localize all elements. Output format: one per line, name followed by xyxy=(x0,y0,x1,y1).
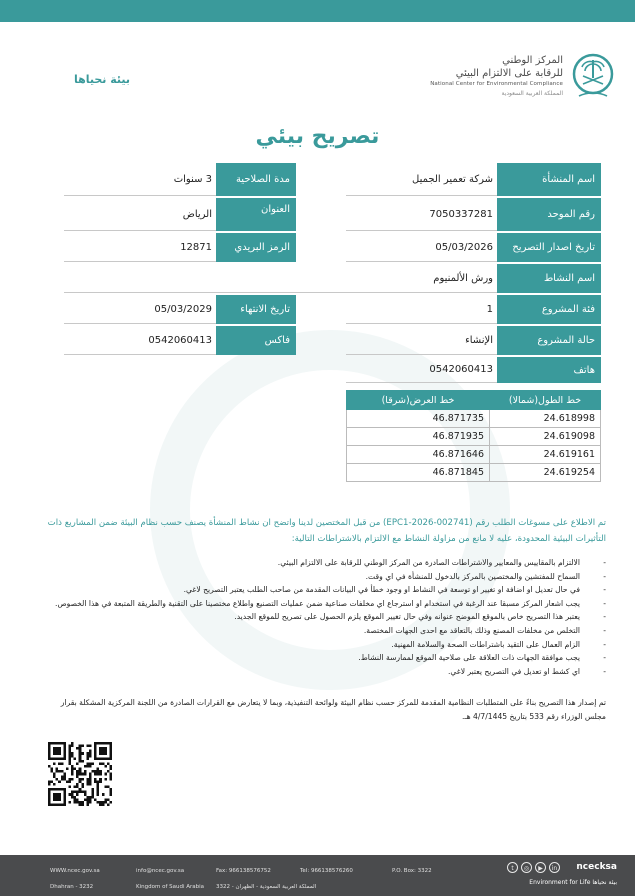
phone-value: 0542060413 xyxy=(346,357,497,383)
youtube-icon[interactable]: ▶ xyxy=(535,862,546,873)
top-color-bar xyxy=(0,0,635,22)
project-status-value: الإنشاء xyxy=(346,326,497,355)
project-category-value: 1 xyxy=(346,295,497,324)
expiry-value: 05/03/2029 xyxy=(64,295,216,324)
longitude-cell: 46.871935 xyxy=(347,428,490,446)
coordinates-table xyxy=(346,390,601,482)
latitude-cell: 24.619161 xyxy=(490,446,601,464)
validity-value: 3 سنوات xyxy=(64,163,216,196)
longitude-cell: 46.871646 xyxy=(347,446,490,464)
facility-name-value: شركة تعمير الجميل xyxy=(346,163,497,196)
validity-label: مدة الصلاحية xyxy=(216,163,296,196)
palm-swords-emblem-icon xyxy=(571,52,615,102)
footer-pobox: P.O. Box: 3322 xyxy=(392,868,432,874)
conditions-list xyxy=(40,556,606,678)
issue-date-value: 05/03/2026 xyxy=(346,233,497,262)
footer-website[interactable]: WWW.ncec.gov.sa xyxy=(50,868,100,874)
footer-tagline: Environment for Life بيئة نحياها xyxy=(529,879,617,886)
phone-label: هاتف xyxy=(497,357,601,383)
table-row xyxy=(347,464,601,482)
address-value: الرياض xyxy=(64,198,216,231)
fax-value: 0542060413 xyxy=(64,326,216,355)
coordinates-header-row xyxy=(347,391,601,410)
ncec-logo xyxy=(385,52,615,110)
address-label: العنوان xyxy=(216,198,296,231)
instagram-icon[interactable]: ◎ xyxy=(521,862,532,873)
expiry-label: تاريخ الانتهاء xyxy=(216,295,296,324)
table-row xyxy=(347,446,601,464)
postal-code-value: 12871 xyxy=(64,233,216,262)
list-item: - الزام العمال على التقيد باشتراطات الصحة والسلامة المهنية. xyxy=(40,638,606,652)
latitude-cell: 24.619098 xyxy=(490,428,601,446)
list-item: - في حال تعديل او اضافة او تغيير او توسعة في النشاط او وجود خطأ في البيانات المقدمة من صاحب الطلب يعتبر التصريح لاغي. xyxy=(40,583,606,597)
list-item: - يعتبر هذا التصريح خاص بالموقع الموضح عنوانه وفي حال تغيير الموقع يلزم الحصول على تصريح للموقع الجديد. xyxy=(40,610,606,624)
closing-paragraph: تم إصدار هذا التصريح بناءً على المتطلبات النظامية المقدمة للمركز حسب نظام البيئة ولوائحة التنفيذية، وبما لا يتعارض مع القرارات الصادرة من اللجنة المركزية المشكلة بقرار مجلس الوزراء رقم 533 بتاريخ 4/7/1445 هـ. xyxy=(60,698,606,721)
unified-number-value: 7050337281 xyxy=(346,198,497,231)
footer xyxy=(0,855,635,896)
latitude-cell: 24.619254 xyxy=(490,464,601,482)
activity-value: ورش الألمنيوم xyxy=(64,264,497,293)
issue-date-label: تاريخ اصدار التصريح xyxy=(497,233,601,262)
postal-code-label: الرمز البريدي xyxy=(216,233,296,262)
longitude-cell: 46.871845 xyxy=(347,464,490,482)
footer-tel: Tel: 966138576260 xyxy=(300,868,353,874)
project-category-label: فئة المشروع xyxy=(497,295,601,324)
footer-email[interactable]: info@ncec.gov.sa xyxy=(136,868,185,874)
header-slogan: بيئة نحياها xyxy=(74,73,131,86)
latitude-north-header: خط الطول(شمالا) xyxy=(490,391,601,410)
fax-label: فاكس xyxy=(216,326,296,355)
logo-arabic-line2: للرقابة على الالتزام البيئي xyxy=(455,68,563,79)
unified-number-label: رقم الموحد xyxy=(497,198,601,231)
logo-text-block xyxy=(383,54,563,98)
social-handle[interactable]: ncecksa xyxy=(576,862,617,872)
social-links xyxy=(507,862,617,892)
list-item: - يجب اشعار المركز مسبقا عند الرغبة في استخدام او استرجاع اي مخلفات صناعية ضمن عمليات التصنيع واطلاع مختصينا على التقنية والطريقة المتبعة في هذا الخصوص. xyxy=(40,597,606,611)
longitude-east-header: خط العرض(شرقا) xyxy=(347,391,490,410)
footer-country: Kingdom of Saudi Arabia xyxy=(136,884,205,890)
qr-code-icon[interactable] xyxy=(48,742,112,806)
project-status-label: حالة المشروع xyxy=(497,326,601,355)
longitude-cell: 46.871735 xyxy=(347,410,490,428)
list-item: - التخلص من مخلفات المصنع وذلك بالتعاقد مع احدى الجهات المختصة. xyxy=(40,624,606,638)
list-item: - الالتزام بالمقاييس والمعايير والاشتراطات الصادرة من المركز الوطني للرقابة على الالتزام البيئي. xyxy=(40,556,606,570)
list-item: - السماح للمفتشين والمختصين بالمركز بالدخول للمنشأة في اي وقت. xyxy=(40,570,606,584)
page-title: تصريح بيئي xyxy=(255,124,380,149)
logo-english-name: National Center for Environmental Compliance xyxy=(430,81,563,87)
facility-name-label: اسم المنشأة xyxy=(497,163,601,196)
footer-arabic-address: المملكة العربية السعودية - الظهران - 3322 xyxy=(216,884,317,890)
table-row xyxy=(347,428,601,446)
list-item: - يجب موافقة الجهات ذات العلاقة على صلاحية الموقع لممارسة النشاط. xyxy=(40,651,606,665)
logo-arabic-line1: المركز الوطني xyxy=(502,55,563,66)
logo-country: المملكة العربية السعودية xyxy=(501,90,563,97)
latitude-cell: 24.618998 xyxy=(490,410,601,428)
footer-city: Dhahran - 3232 xyxy=(50,884,94,890)
intro-paragraph: تم الاطلاع على مسوغات الطلب رقم (EPC1-2026-002741) من قبل المختصين لدينا واتضح ان نشاط المنشأة يصنف حسب نظام البيئة ضمن المشاريع ذات التأثيرات البيئية المحدودة، عليه لا مانع من مزاولة النشاط مع الالتزام بالاشتراطات التالية: xyxy=(47,518,606,544)
table-row xyxy=(347,410,601,428)
activity-label: اسم النشاط xyxy=(497,264,601,293)
linkedin-icon[interactable]: in xyxy=(549,862,560,873)
footer-fax: Fax: 966138576752 xyxy=(216,868,271,874)
twitter-icon[interactable]: t xyxy=(507,862,518,873)
list-item: - اي كشط او تعديل في التصريح يعتبر لاغي. xyxy=(40,665,606,679)
